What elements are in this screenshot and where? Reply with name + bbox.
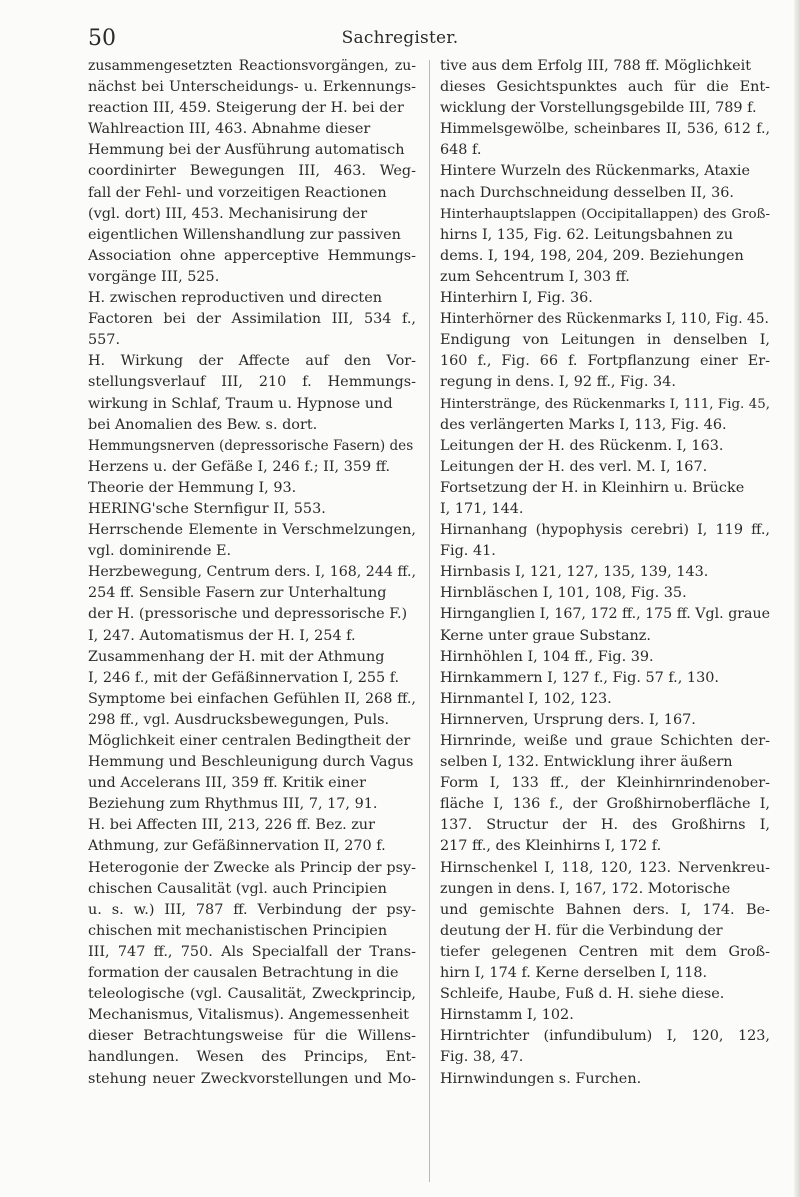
index-line: selben I, 132. Entwicklung ihrer äußern [440,754,733,771]
index-line: Hemmung und Beschleunigung durch Vagus [88,754,414,771]
index-line: des verlängerten Marks I, 113, Fig. 46. [440,416,727,433]
index-line: zum Sehcentrum I, 303 ff. [440,268,630,285]
index-line: Hirnrinde, weiße und graue Schichten der- [440,733,770,749]
index-line: Hirnbläschen I, 101, 108, Fig. 35. [440,585,687,602]
page-edge [794,0,800,1197]
index-line: fall der Fehl- und vorzeitigen Reactionen [88,184,387,201]
index-line: stehung neuer Zweckvorstellungen und Mo- [88,1070,416,1087]
index-line: Athmung, zur Gefäßinnervation II, 270 f. [88,838,386,855]
index-line: 217 ff., des Kleinhirns I, 172 f. [440,838,662,855]
index-line: Hemmungsnerven (depressorische Fasern) des [88,437,414,454]
index-line: dieser Betrachtungsweise für die Willens- [88,1028,416,1045]
index-line: Hirnschenkel I, 118, 120, 123. Nervenkreu- [440,859,770,876]
index-line: Herzens u. der Gefäße I, 246 f.; II, 359 ff. [88,458,391,475]
index-line: handlungen. Wesen des Princips, Ent- [88,1049,416,1066]
index-line: Heterogonie der Zwecke als Princip der psy- [88,859,416,876]
index-line: nach Durchschneidung desselben II, 36. [440,184,734,201]
index-line: Factoren bei der Assimilation III, 534 f., [88,311,416,328]
index-line: Theorie der Hemmung I, 93. [88,479,297,496]
index-line: fläche I, 136 f., der Großhirnoberfläche I, [440,796,770,813]
index-line: I, 247. Automatismus der H. I, 254 f. [88,627,356,644]
index-line: chischen mit mechanistischen Principien [88,922,388,939]
index-line: bei Anomalien des Bew. s. dort. [88,416,318,433]
index-line: Hirnwindungen s. Furchen. [440,1070,642,1087]
index-line: wicklung der Vorstellungsgebilde III, 789 f. [440,100,757,117]
index-line: tive aus dem Erfolg III, 788 ff. Möglichkeit [440,58,751,74]
index-line: regung in dens. I, 92 ff., Fig. 34. [440,374,676,391]
index-line: der H. (pressorische und depressorische F.) [88,606,408,623]
index-line: Association ohne apperceptive Hemmungs- [88,247,416,264]
index-line: Symptome bei einfachen Gefühlen II, 268 ff., [88,690,416,707]
right-column [440,56,770,1090]
index-line: coordinirter Bewegungen III, 463. Weg- [88,163,416,180]
index-line: hirns I, 135, Fig. 62. Leitungsbahnen zu [440,226,733,243]
index-line: Kerne unter graue Substanz. [440,627,651,644]
index-line: eigentlichen Willenshandlung zur passiven [88,226,401,243]
index-line: Leitungen der H. des Rückenm. I, 163. [440,437,724,454]
index-line: 557. [88,332,121,349]
index-line: Hirnnerven, Ursprung ders. I, 167. [440,711,696,728]
index-line: III, 747 ff., 750. Als Specialfall der Trans- [88,943,416,960]
index-line: Hirnanhang (hypophysis cerebri) I, 119 ff., [440,522,770,539]
index-line: Form I, 133 ff., der Kleinhirnrindenober- [440,775,770,792]
page-number: 50 [88,26,116,51]
index-line: Wahlreaction III, 463. Abnahme dieser [88,121,371,138]
index-line: tiefer gelegenen Centren mit dem Groß- [440,943,770,960]
index-line: Fortsetzung der H. in Kleinhirn u. Brücke [440,479,745,496]
index-line: Hinterstränge, des Rückenmarks I, 111, Fig. 45, [440,396,770,412]
index-line: Hinterhauptslappen (Occipitallappen) des Groß- [440,206,770,222]
index-line: Mechanismus, Vitalismus). Angemessenheit [88,1007,409,1024]
index-line: Hemmung bei der Ausführung automatisch [88,142,405,159]
index-line: Hirnstamm I, 102. [440,1007,574,1024]
index-line: wirkung in Schlaf, Traum u. Hypnose und [88,395,393,412]
running-head: Sachregister. [341,28,459,48]
index-line: Möglichkeit einer centralen Bedingtheit der [88,733,411,749]
index-line: Hirnganglien I, 167, 172 ff., 175 ff. Vgl. graue [440,606,770,623]
index-line: H. zwischen reproductiven und directen [88,290,382,307]
index-line: Endigung von Leitungen in denselben I, [440,332,770,349]
index-line: (vgl. dort) III, 453. Mechanisirung der [88,205,368,222]
index-line: Fig. 41. [440,543,496,560]
index-line: nächst bei Unterscheidungs- u. Erkennungs- [88,79,416,96]
index-line: Hintere Wurzeln des Rückenmarks, Ataxie [440,163,751,180]
index-line: und gemischte Bahnen ders. I, 174. Be- [440,901,770,918]
index-line: zusammengesetzten Reactionsvorgängen, zu- [88,58,416,74]
index-line: und Accelerans III, 359 ff. Kritik einer [88,775,366,792]
index-line: Herzbewegung, Centrum ders. I, 168, 244 ff., [88,564,416,581]
index-line: vgl. dominirende E. [88,543,232,560]
index-line: 254 ff. Sensible Fasern zur Unterhaltung [88,585,387,602]
left-column [88,56,416,1090]
index-line: Himmelsgewölbe, scheinbares II, 536, 612 f., [440,121,770,138]
index-line: 137. Structur der H. des Großhirns I, [440,817,770,834]
index-line: deutung der H. für die Verbindung der [440,922,723,939]
index-line: Hirntrichter (infundibulum) I, 120, 123, [440,1028,770,1045]
index-line: teleologische (vgl. Causalität, Zweckprincip, [88,986,416,1003]
index-line: H. Wirkung der Affecte auf den Vor- [88,353,416,370]
column-divider [429,60,430,1182]
index-line: Herrschende Elemente in Verschmelzungen, [88,522,416,539]
index-line: reaction III, 459. Steigerung der H. bei der [88,100,404,117]
index-line: Hirnbasis I, 121, 127, 135, 139, 143. [440,564,709,581]
index-line: 160 f., Fig. 66 f. Fortpflanzung einer Er- [440,353,770,370]
index-line: Hinterhörner des Rückenmarks I, 110, Fig. 45. [440,311,769,328]
index-line: Zusammenhang der H. mit der Athmung [88,648,385,665]
index-line: HERING'sche Sternfigur II, 553. [88,500,326,517]
index-line: Hinterhirn I, Fig. 36. [440,290,593,307]
index-line: I, 246 f., mit der Gefäßinnervation I, 255 f. [88,669,400,686]
index-line: u. s. w.) III, 787 ff. Verbindung der psy- [88,901,416,918]
index-line: vorgänge III, 525. [88,268,220,285]
index-line: stellungsverlauf III, 210 f. Hemmungs- [88,374,416,391]
index-line: Fig. 38, 47. [440,1049,524,1066]
index-line: formation der causalen Betrachtung in die [88,965,399,982]
index-line: Hirnmantel I, 102, 123. [440,690,612,707]
index-line: chischen Causalität (vgl. auch Principien [88,880,387,897]
index-line: Leitungen der H. des verl. M. I, 167. [440,458,708,475]
index-line: Hirnhöhlen I, 104 ff., Fig. 39. [440,648,654,665]
index-line: zungen in dens. I, 167, 172. Motorische [440,880,731,897]
index-line: Hirnkammern I, 127 f., Fig. 57 f., 130. [440,669,719,686]
index-line: Schleife, Haube, Fuß d. H. siehe diese. [440,986,725,1003]
index-line: 648 f. [440,142,482,159]
index-line: Beziehung zum Rhythmus III, 7, 17, 91. [88,796,378,813]
index-line: hirn I, 174 f. Kerne derselben I, 118. [440,965,708,982]
index-line: H. bei Affecten III, 213, 226 ff. Bez. zur [88,817,375,834]
index-line: dieses Gesichtspunktes auch für die Ent- [440,79,770,96]
index-line: dems. I, 194, 198, 204, 209. Beziehungen [440,247,744,264]
index-line: I, 171, 144. [440,500,524,517]
index-line: 298 ff., vgl. Ausdrucksbewegungen, Puls. [88,711,390,728]
